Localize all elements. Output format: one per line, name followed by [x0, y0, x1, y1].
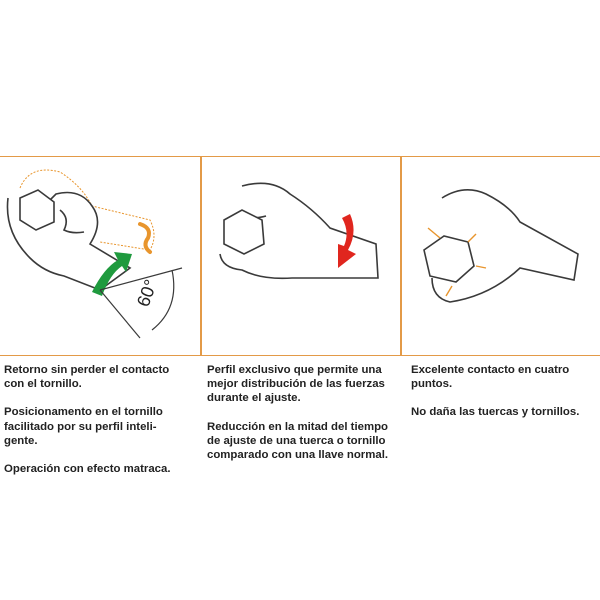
panel-ratchet-illustration: [0, 158, 200, 354]
contact-arrow-icon: [428, 228, 440, 238]
nut: [424, 236, 474, 282]
caption-ratchet: [4, 363, 200, 490]
caption-paragraph: Posicionamento en el tornillo facilitado por su perfil inteli- gente.: [4, 406, 163, 447]
wrench-jaw: [60, 210, 84, 233]
contact-arrow-icon: [446, 286, 452, 296]
caption-paragraph: Operación con efecto matraca.: [4, 463, 171, 476]
caption-paragraph: Excelente contacto en cuatro puntos.: [411, 364, 570, 391]
contact-arrow-icon: [476, 266, 486, 268]
ghost-wrench-end: [140, 224, 150, 252]
panel-contact-illustration: [402, 158, 600, 354]
caption-paragraph: Retorno sin perder el contacto con el tornillo.: [4, 364, 170, 391]
contact-arrow-icon: [468, 234, 476, 242]
caption-contact: [411, 363, 600, 434]
caption-paragraph: No daña las tuercas y tornillos.: [411, 406, 580, 419]
angle-label: 60°: [132, 276, 162, 310]
panel-force-illustration: [202, 158, 400, 354]
nut: [224, 210, 264, 254]
caption-force: [207, 363, 400, 476]
caption-paragraph: Reducción en la mitad del tiempo de ajuste de una tuerca o tornillo comparado con una llave normal.: [207, 420, 389, 462]
angle-arc: [152, 270, 174, 330]
red-force-arrow: [338, 214, 356, 268]
nut: [20, 190, 54, 230]
caption-paragraph: Perfil exclusivo que permite una mejor distribución de las fuerzas durante el ajuste.: [207, 364, 385, 405]
green-rotation-arrow: [92, 252, 132, 296]
